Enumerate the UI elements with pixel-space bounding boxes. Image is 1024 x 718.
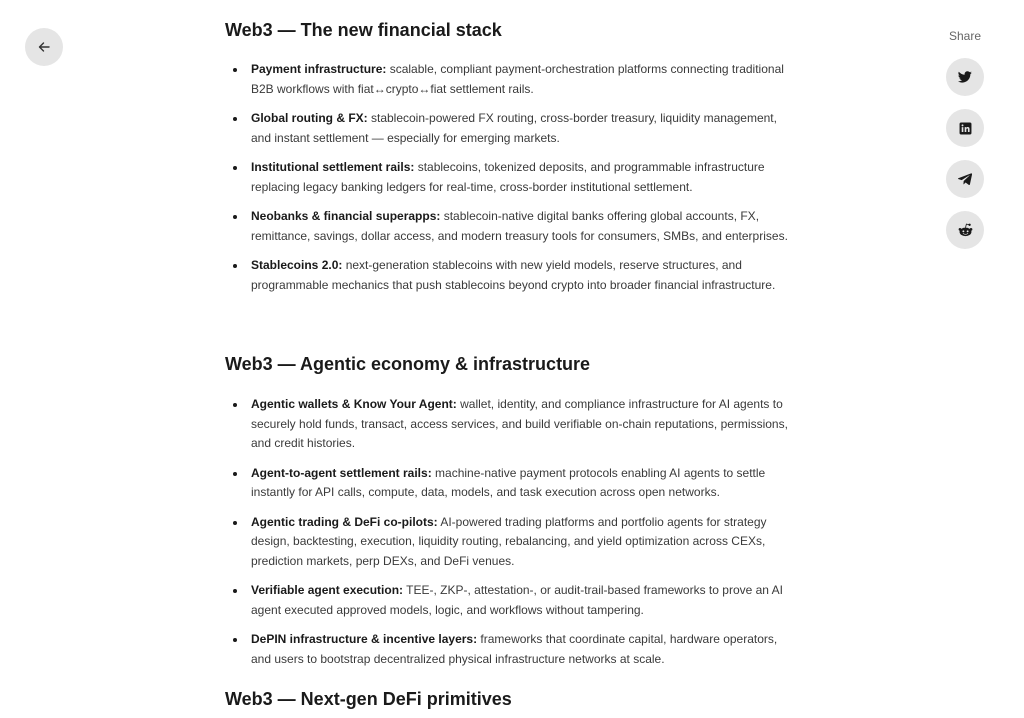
item-text: scalable, compliant payment-orchestration platforms connecting traditional B2B workflows with fiat↔crypto↔fiat settlement rails. xyxy=(251,62,784,96)
share-telegram-button[interactable] xyxy=(946,160,984,198)
item-term: Agent-to-agent settlement rails: xyxy=(251,465,432,480)
list-item xyxy=(251,513,791,572)
item-text: wallet, identity, and compliance infrastructure for AI agents to securely hold funds, transact, access services, and build verifiable on-chain reputations, permissions, and credit histories. xyxy=(251,397,788,450)
item-term: Stablecoins 2.0: xyxy=(251,258,343,272)
list-item xyxy=(251,207,791,246)
item-text: stablecoins, tokenized deposits, and programmable infrastructure replacing legacy banking ledgers for real-time, cross-border institutional settlement. xyxy=(251,160,765,194)
item-term: Global routing & FX: xyxy=(251,111,368,125)
item-text: frameworks that coordinate capital, hardware operators, and users to bootstrap decentralized physical infrastructure networks at scale. xyxy=(251,632,778,666)
share-rail xyxy=(945,28,985,262)
list-item xyxy=(251,581,791,620)
item-text: stablecoin-native digital banks offering global accounts, FX, remittance, savings, dollar access, and modern treasury tools for consumers, SMBs, and enterprises. xyxy=(251,209,788,243)
item-term: Agentic trading & DeFi co-pilots: xyxy=(251,514,438,529)
reddit-icon xyxy=(958,223,973,237)
financial-stack-list xyxy=(225,60,791,305)
item-text: stablecoin-powered FX routing, cross-border treasury, liquidity management, and instant settlement — especially for emerging markets. xyxy=(251,111,777,145)
list-item xyxy=(251,256,791,295)
list-item xyxy=(251,109,791,148)
section-heading-agentic-economy: Web3 — Agentic economy & infrastructure xyxy=(225,354,591,374)
share-label: Share xyxy=(948,29,982,43)
share-linkedin-button[interactable] xyxy=(946,109,984,147)
item-term: Agentic wallets & Know Your Agent: xyxy=(251,397,457,411)
item-text: TEE-, ZKP-, attestation-, or audit-trail-based frameworks to prove an AI agent executed approved models, logic, and workflows without tampering. xyxy=(251,583,783,617)
list-item xyxy=(251,464,791,503)
item-text: next-generation stablecoins with new yield models, reserve structures, and programmable mechanics that push stablecoins beyond crypto into broader financial infrastructure. xyxy=(251,258,776,292)
item-text: AI-powered trading platforms and portfolio agents for strategy design, backtesting, execution, liquidity routing, rebalancing, and yield optimization across CEXs, prediction markets, perp DEXs, and DeFi venues. xyxy=(251,514,767,568)
item-term: Neobanks & financial superapps: xyxy=(251,209,441,223)
list-item xyxy=(251,395,791,454)
item-term: Institutional settlement rails: xyxy=(251,160,415,174)
list-item xyxy=(251,158,791,197)
arrow-left-icon xyxy=(37,40,51,54)
section-heading-defi-primitives: Web3 — Next-gen DeFi primitives xyxy=(225,689,512,709)
back-button[interactable] xyxy=(25,28,63,66)
list-item xyxy=(251,60,791,99)
item-text: machine-native payment protocols enabling AI agents to settle instantly for API calls, compute, data, models, and task execution across open networks. xyxy=(251,465,766,499)
list-item xyxy=(251,630,791,669)
share-reddit-button[interactable] xyxy=(946,211,984,249)
share-twitter-button[interactable] xyxy=(946,58,984,96)
item-term: DePIN infrastructure & incentive layers: xyxy=(251,632,478,646)
linkedin-icon xyxy=(959,122,972,135)
twitter-icon xyxy=(958,71,972,83)
agentic-economy-list xyxy=(225,395,791,679)
item-term: Verifiable agent execution: xyxy=(251,583,404,597)
telegram-icon xyxy=(958,173,972,185)
item-term: Payment infrastructure: xyxy=(251,62,387,76)
section-heading-financial-stack: Web3 — The new financial stack xyxy=(225,20,502,40)
